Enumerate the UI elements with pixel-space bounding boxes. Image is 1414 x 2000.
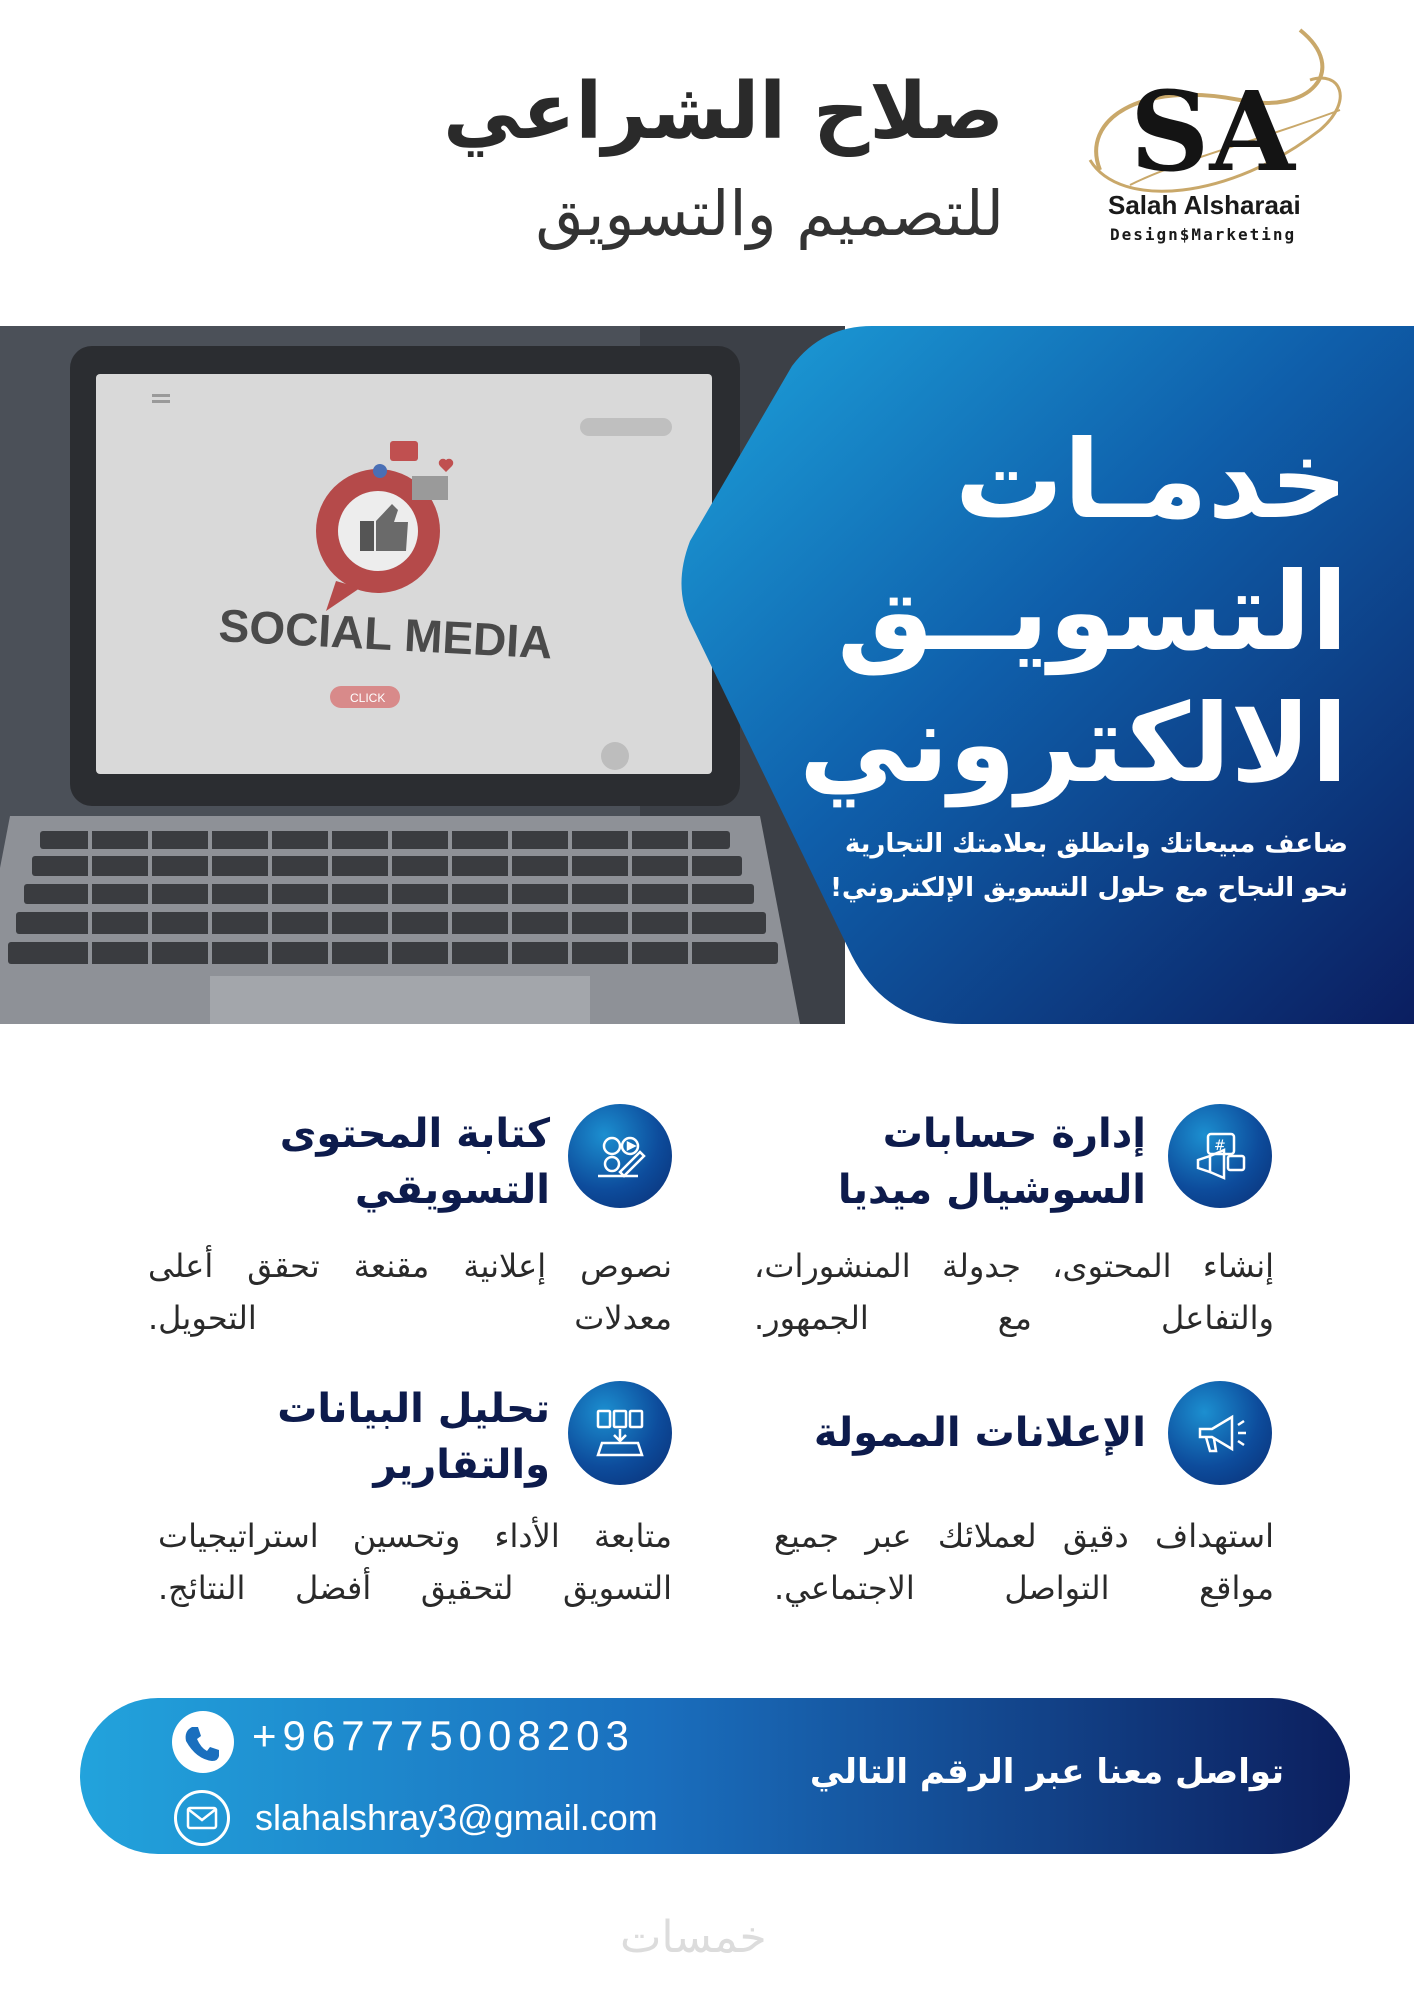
screen-click-text: CLICK	[350, 691, 386, 705]
watermark: خمسات	[620, 1912, 767, 1963]
service-description: متابعة الأداء وتحسين استراتيجيات التسويق لتحقيق أفضل النتائج.	[158, 1517, 672, 1607]
service-title: إدارة حسابات السوشيال ميديا	[837, 1111, 1146, 1213]
logo-tagline: Design$Marketing	[1110, 225, 1297, 244]
hashtag-megaphone-icon	[1168, 1104, 1272, 1208]
hero-title-line: الالكتروني	[798, 682, 1348, 807]
service-description: استهداف دقيق لعملائك عبر جميع مواقع التواصل الاجتماعي.	[774, 1517, 1274, 1607]
hero-title-line: التسويــق	[837, 550, 1348, 675]
logo-monogram: SA	[1130, 67, 1295, 196]
svg-text:#: #	[1214, 1138, 1226, 1154]
contact-cta: تواصل معنا عبر الرقم التالي	[809, 1752, 1284, 1792]
screen-social-media-text: SOCIAL MEDIA	[217, 599, 554, 669]
hero-description-line: نحو النجاح مع حلول التسويق الإلكتروني!	[830, 873, 1348, 903]
service-description: إنشاء المحتوى، جدولة المنشورات، والتفاعل مع الجمهور.	[754, 1247, 1274, 1337]
content-writing-icon	[568, 1104, 672, 1208]
service-title: الإعلانات الممولة	[813, 1410, 1146, 1456]
brand-subtitle: للتصميم والتسويق	[535, 177, 1004, 250]
hero-title-line: خدمـات	[954, 418, 1348, 543]
service-title: تحليل البيانات والتقارير	[277, 1386, 550, 1488]
logo-name: Salah Alsharaai	[1108, 190, 1301, 220]
hero-description	[788, 822, 1348, 910]
megaphone-icon	[1168, 1381, 1272, 1485]
email-link[interactable]: slahalshray3@gmail.com	[255, 1797, 658, 1838]
data-analysis-icon	[568, 1381, 672, 1485]
phone-number-link[interactable]: +967775008203	[252, 1712, 635, 1759]
service-description: نصوص إعلانية مقنعة تحقق أعلى معدلات التحويل.	[148, 1247, 672, 1337]
hero-description-line: ضاعف مبيعاتك وانطلق بعلامتك التجارية	[844, 829, 1348, 859]
logo	[1060, 10, 1360, 260]
phone-icon	[172, 1711, 234, 1773]
email-icon	[174, 1790, 230, 1846]
brand-name: صلاح الشراعي	[443, 67, 1004, 157]
service-title: كتابة المحتوى التسويقي	[279, 1111, 550, 1213]
hero-title	[798, 415, 1348, 811]
